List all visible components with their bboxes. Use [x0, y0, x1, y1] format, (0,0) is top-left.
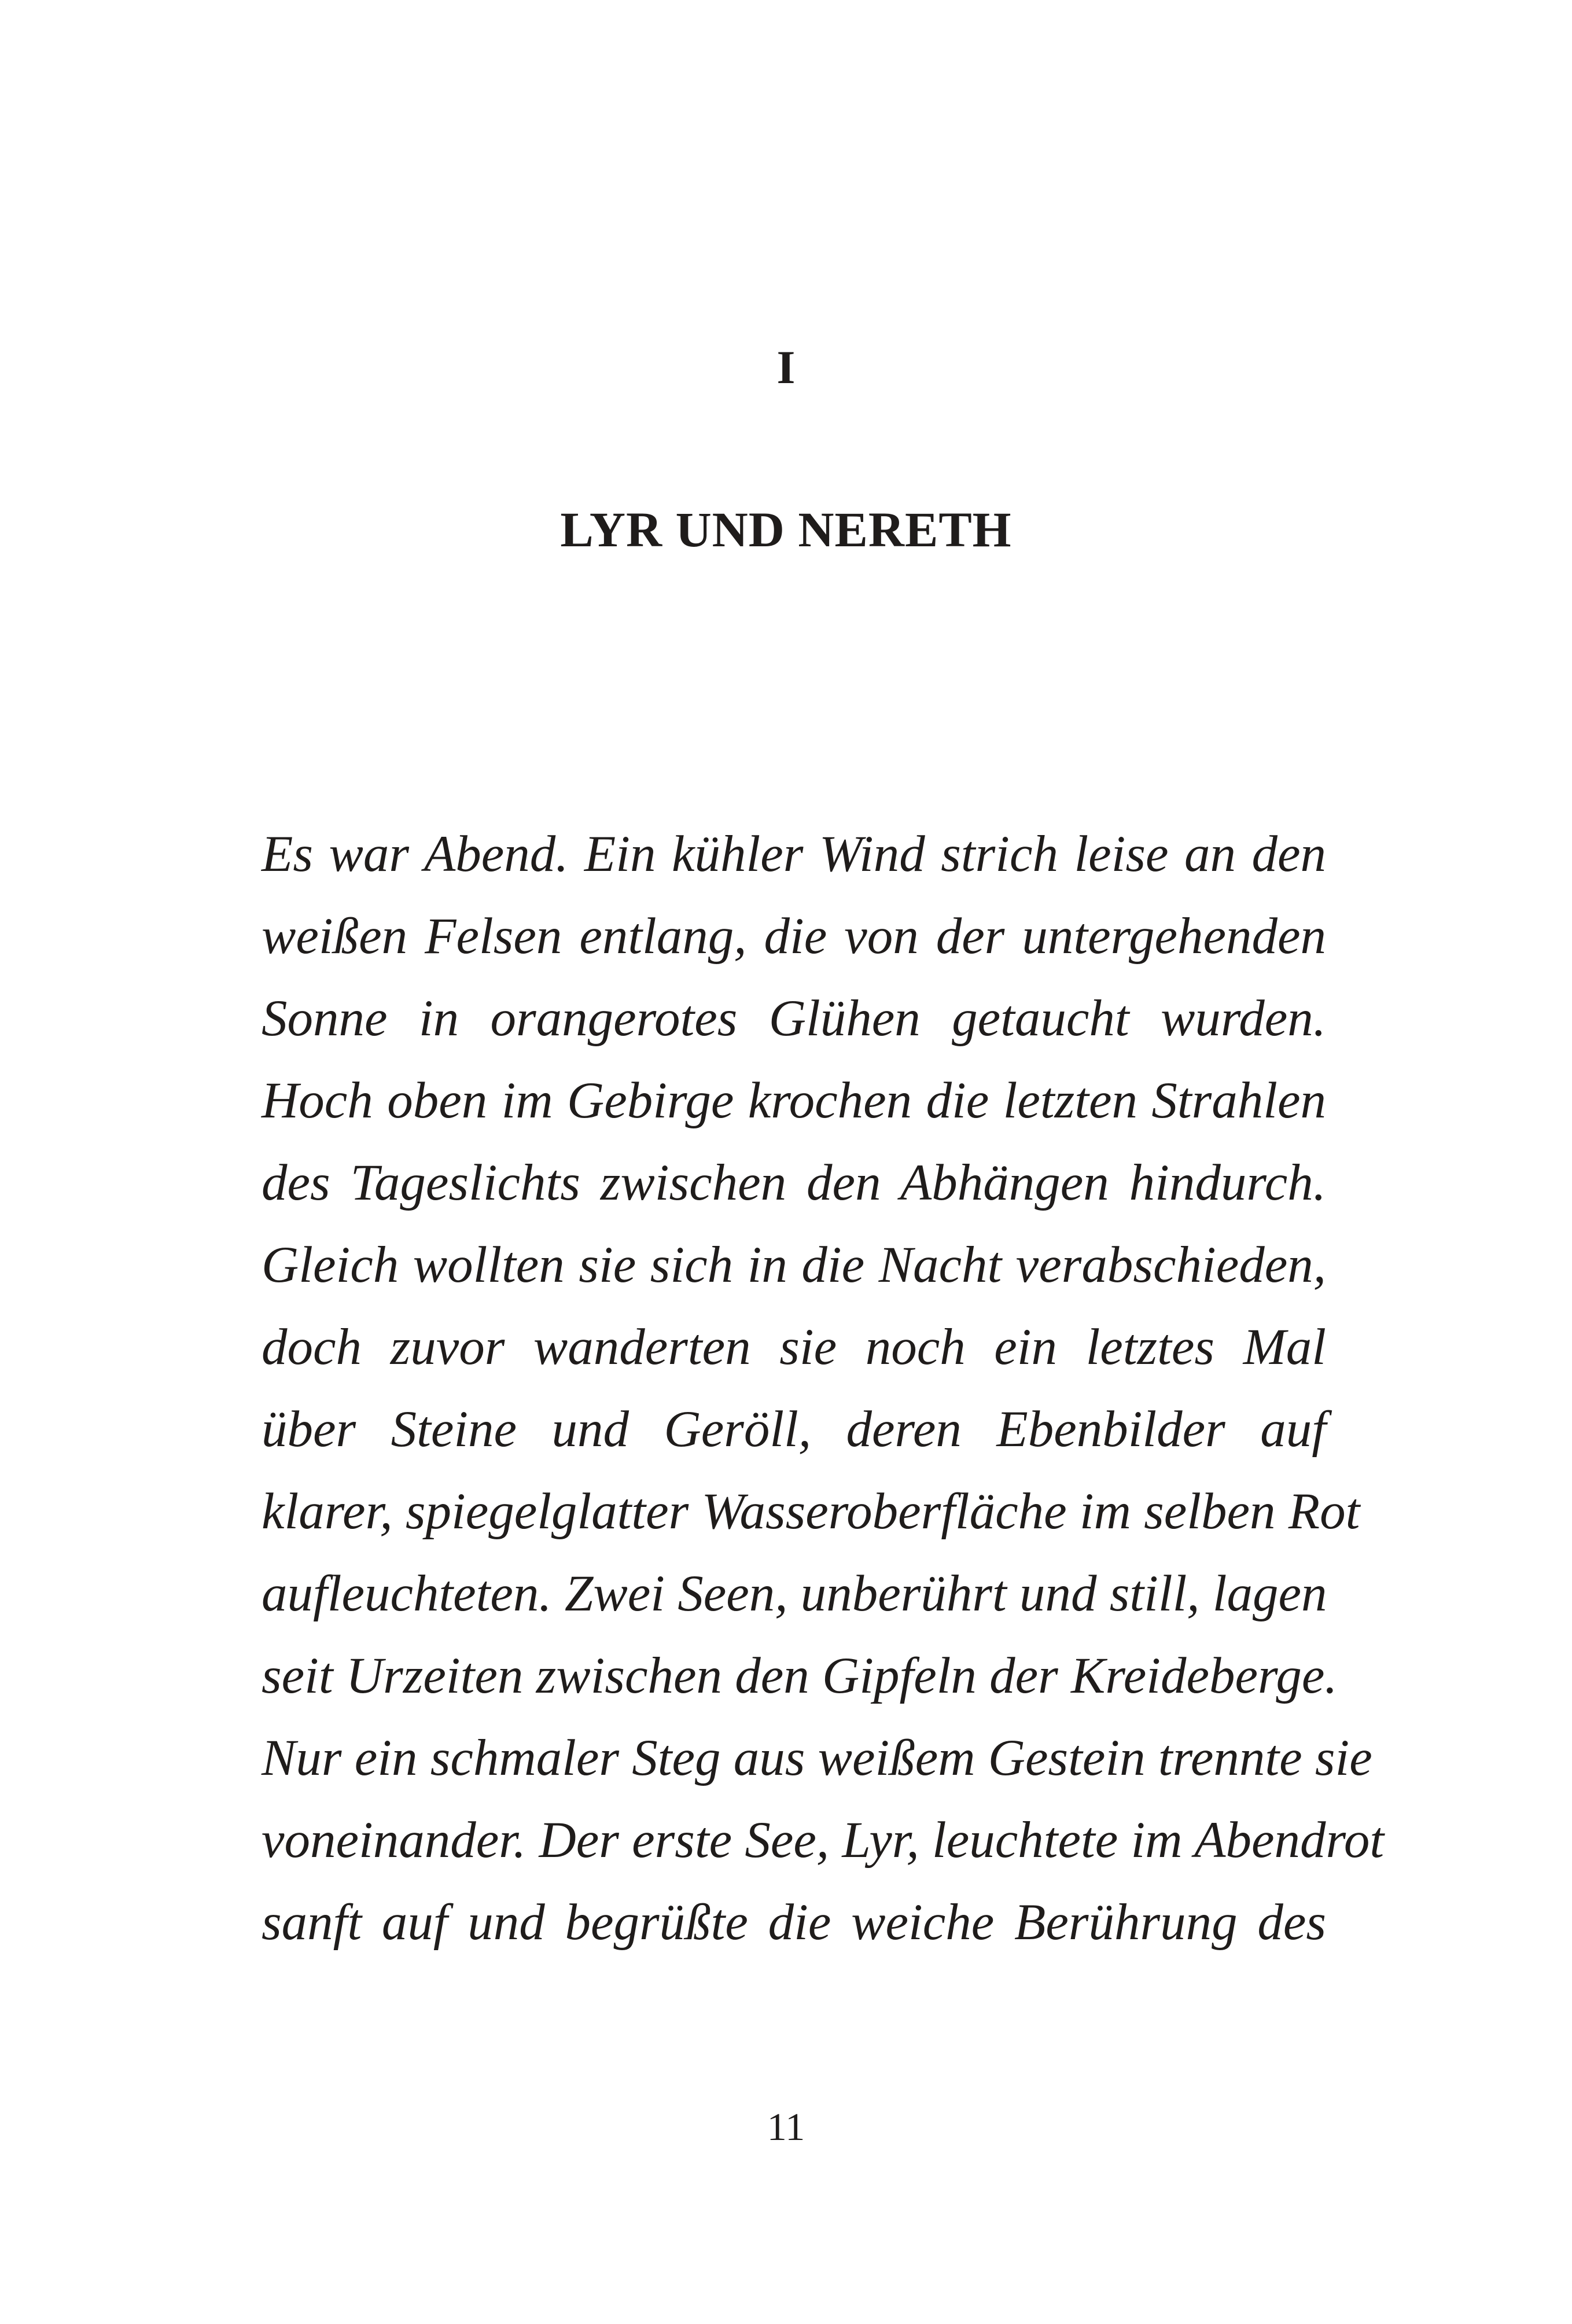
- body-line: Hoch oben im Gebirge krochen die letzten Strahlen: [262, 1072, 1326, 1129]
- body-line: Es war Abend. Ein kühler Wind strich leise an den: [262, 826, 1326, 882]
- body-line: Nur ein schmaler Steg aus weißem Gestein trennte sie: [262, 1730, 1372, 1786]
- body-line: seit Urzeiten zwischen den Gipfeln der Kreideberge.: [262, 1648, 1338, 1704]
- chapter-title: LYR UND NERETH: [560, 502, 1012, 557]
- body-line: Sonne in orangerotes Glühen getaucht wurden.: [262, 990, 1326, 1047]
- body-line: aufleuchteten. Zwei Seen, unberührt und still, lagen: [262, 1565, 1327, 1622]
- body-line: weißen Felsen entlang, die von der untergehenden: [262, 908, 1326, 965]
- body-line: klarer, spiegelglatter Wasseroberfläche im selben Rot: [262, 1483, 1360, 1540]
- body-line: sanft auf und begrüßte die weiche Berührung des: [262, 1894, 1326, 1951]
- body-line: voneinander. Der erste See, Lyr, leuchtete im Abendrot: [262, 1812, 1385, 1869]
- body-line: des Tageslichts zwischen den Abhängen hindurch.: [262, 1154, 1326, 1211]
- chapter-body-text: [262, 813, 1385, 1963]
- body-line: über Steine und Geröll, deren Ebenbilder auf: [262, 1401, 1326, 1458]
- body-line: Gleich wollten sie sich in die Nacht verabschieden,: [262, 1237, 1326, 1293]
- page-number: 11: [767, 2105, 805, 2149]
- chapter-number: I: [776, 341, 796, 394]
- body-line: doch zuvor wanderten sie noch ein letztes Mal: [262, 1319, 1326, 1376]
